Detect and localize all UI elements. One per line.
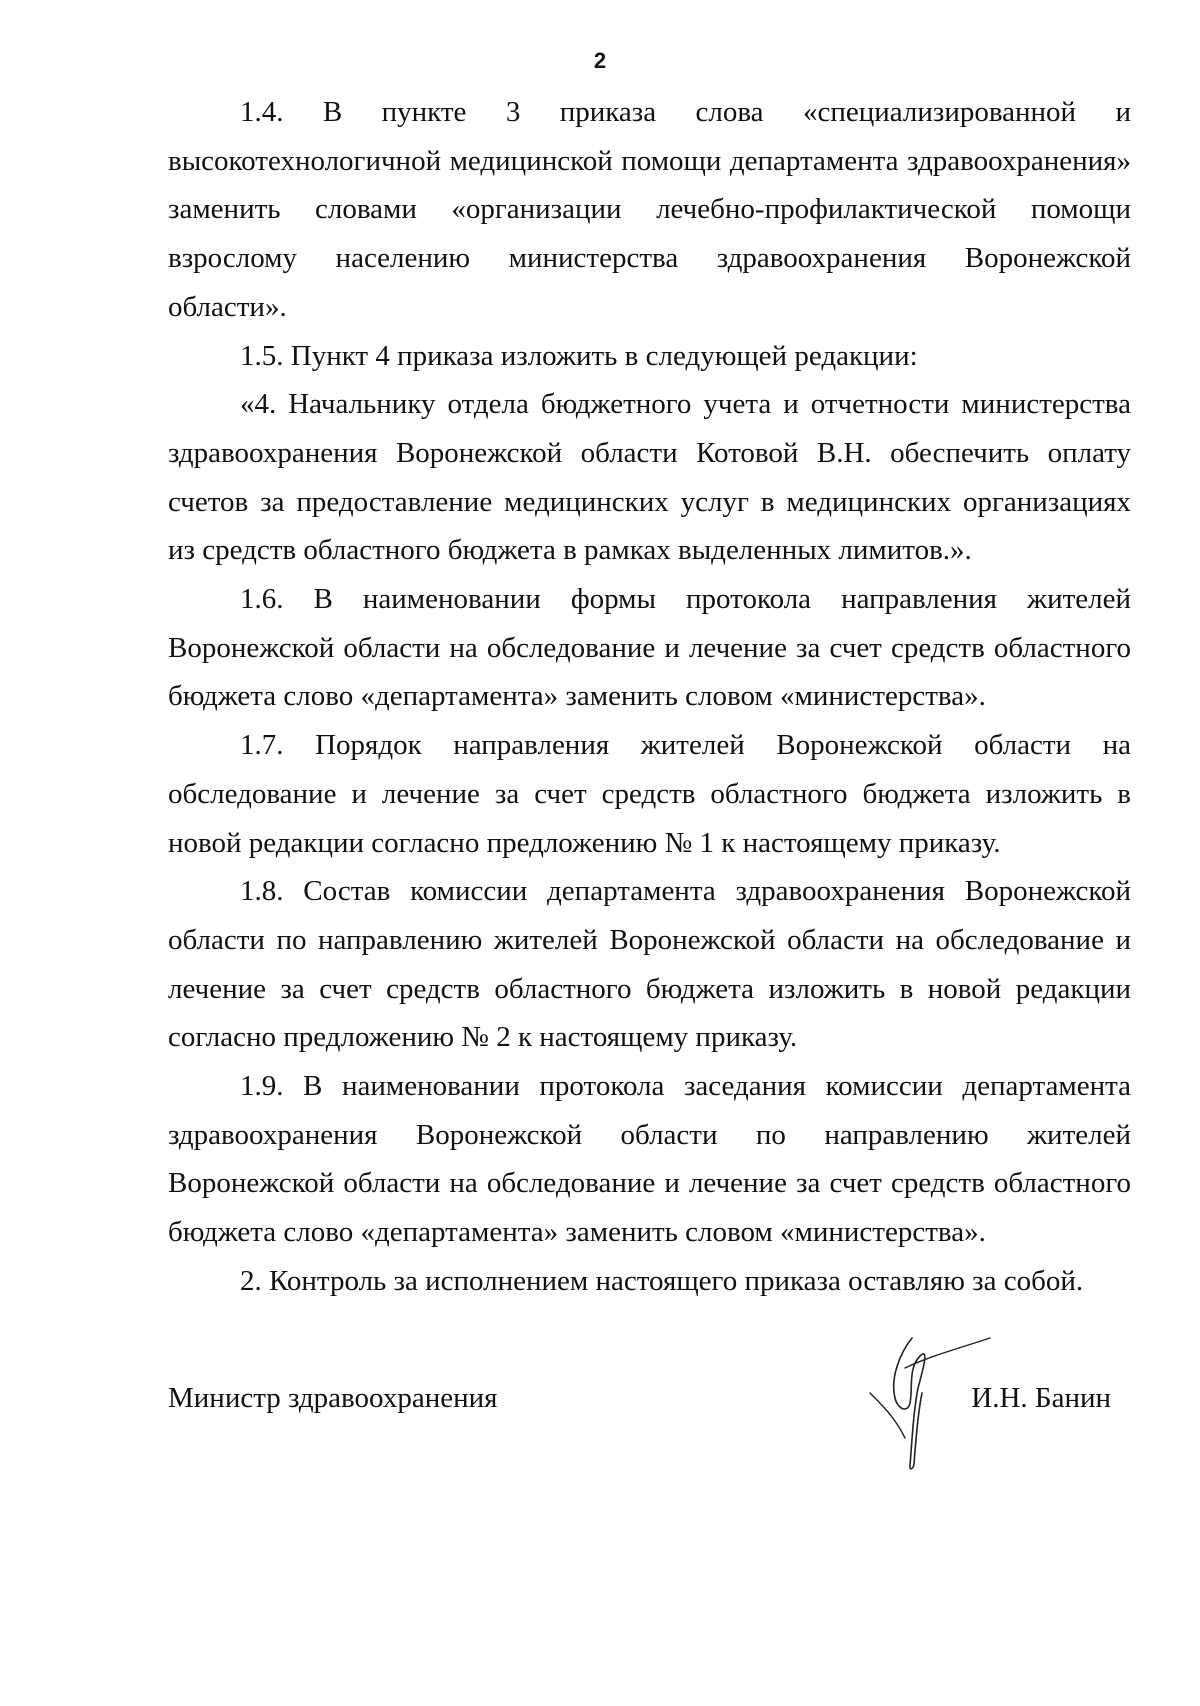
handwritten-signature [850,1318,1010,1478]
paragraph-1-4: 1.4. В пункте 3 приказа слова «специализированной и высокотехнологичной медицинской помощи департамента здравоохранения» заменить словами «организации лечебно-профилактической помощи взрослому населению министерства здравоохранения Воронежской области». [168,96,1131,323]
paragraph-1-9: 1.9. В наименовании протокола заседания комиссии департамента здравоохранения Воронежской области по направлению жителей Воронежской области на обследование и лечение за счет средств областного бюджета слово «департамента» заменить словом «министерства». [168,1070,1131,1249]
page-number: 2 [593,48,607,73]
paragraph-1-7: 1.7. Порядок направления жителей Воронежской области на обследование и лечение за счет средств областного бюджета изложить в новой редакции согласно предложению № 1 к настоящему приказу. [168,729,1131,859]
document-body [168,88,1131,1306]
paragraph-1-8: 1.8. Состав комиссии департамента здравоохранения Воронежской области по направлению жителей Воронежской области на обследование и лечение за счет средств областного бюджета изложить в новой редакции согласно предложению № 2 к настоящему приказу. [168,875,1131,1054]
paragraph-1-5: 1.5. Пункт 4 приказа изложить в следующей редакции: [240,339,918,372]
paragraph-quote-4: «4. Начальнику отдела бюджетного учета и отчетности министерства здравоохранения Воронежской области Котовой В.Н. обеспечить оплату счетов за предоставление медицинских услуг в медицинских организациях из средств областного бюджета в рамках выделенных лимитов.». [168,388,1131,567]
signatory-title: Министр здравоохранения [168,1382,498,1414]
paragraph-2: 2. Контроль за исполнением настоящего приказа оставляю за собой. [240,1264,1084,1297]
paragraph-1-6: 1.6. В наименовании формы протокола направления жителей Воронежской области на обследование и лечение за счет средств областного бюджета слово «департамента» заменить словом «министерства». [168,583,1131,713]
signatory-name: И.Н. Банин [971,1382,1111,1414]
